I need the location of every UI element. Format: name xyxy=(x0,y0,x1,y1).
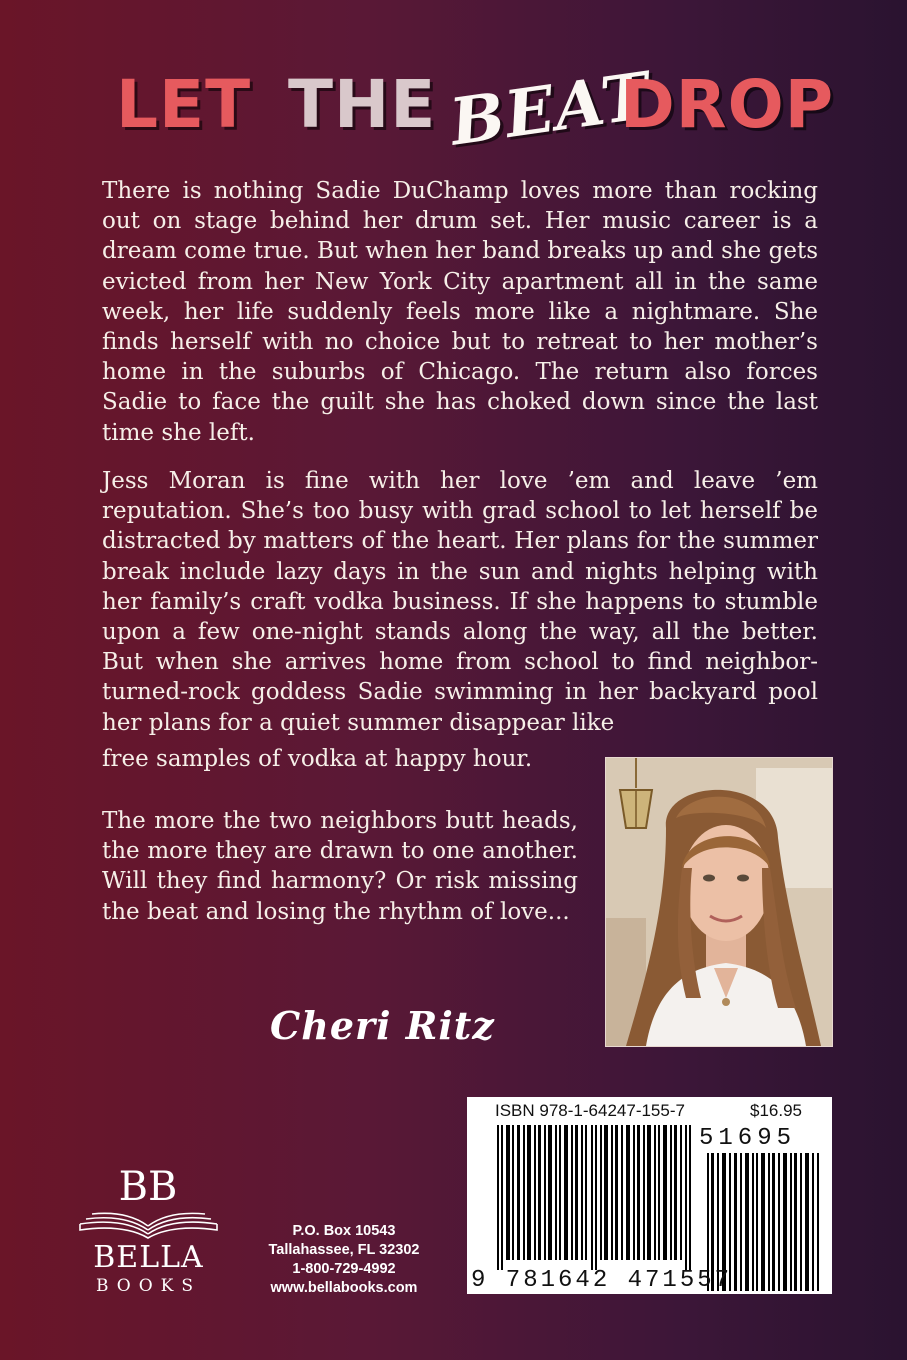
logo-mark-text: BB xyxy=(118,1164,178,1208)
title-word-beat: BEAT xyxy=(445,58,655,161)
blurb-paragraph-2-tail: free samples of vodka at happy hour. xyxy=(102,746,533,772)
price-label: $16.95 xyxy=(750,1101,802,1120)
title-word-let: LET xyxy=(116,66,252,143)
blurb-paragraph-3: The more the two neighbors butt heads, the more they are drawn to one another. Will they find harmony? Or risk missing the beat and losing the rhythm of love... xyxy=(102,808,578,925)
price-code: 51695 xyxy=(699,1125,797,1152)
publisher-website: www.bellabooks.com xyxy=(270,1280,418,1296)
author-name: Cheri Ritz xyxy=(270,1003,495,1048)
barcode-digits: 9 781642 471557 xyxy=(471,1267,733,1294)
blurb-paragraph-1: There is nothing Sadie DuChamp loves more than rocking out on stage behind her drum set. Her music career is a dream come true. But when her band breaks up and she gets evicted from her New York City apartment all in the same week, her life suddenly feels more like a nightmare. She finds herself with no choice but to retreat to her mother’s home in the suburbs of Chicago. The return also forces Sadie to face the guilt she has choked down since the last time she left. xyxy=(102,178,818,446)
barcode-main-bars xyxy=(497,1125,697,1270)
blurb-paragraph-2: Jess Moran is fine with her love ’em and leave ’em reputation. She’s too busy with grad school to let herself be distracted by matters of the heart. Her plans for the summer break include lazy days in the sun and nights helping with her family’s craft vodka business. If she happens to stumble upon a few one-night stands along the way, all the better. But when she arrives home from school to find neighbor-turned-rock goddess Sadie swimming in her backyard pool her plans for a quiet summer disappear like xyxy=(102,468,818,736)
publisher-logo xyxy=(66,1160,231,1300)
title-word-the: THE xyxy=(288,66,437,143)
publisher-name-line2: BOOKS xyxy=(95,1276,202,1296)
book-title xyxy=(0,52,907,172)
author-photo xyxy=(605,757,833,1047)
publisher-phone: 1-800-729-4992 xyxy=(292,1261,396,1277)
address-po: P.O. Box 10543 xyxy=(292,1223,396,1239)
open-book-icon xyxy=(76,1204,221,1240)
publisher-name-line1: BELLA xyxy=(93,1240,204,1275)
isbn-barcode xyxy=(467,1097,832,1294)
title-word-drop: DROP xyxy=(620,66,835,143)
publisher-address xyxy=(254,1222,434,1298)
isbn-label: ISBN 978-1-64247-155-7 xyxy=(495,1101,685,1120)
bb-monogram-icon xyxy=(66,1160,231,1208)
address-city: Tallahassee, FL 32302 xyxy=(268,1242,420,1258)
